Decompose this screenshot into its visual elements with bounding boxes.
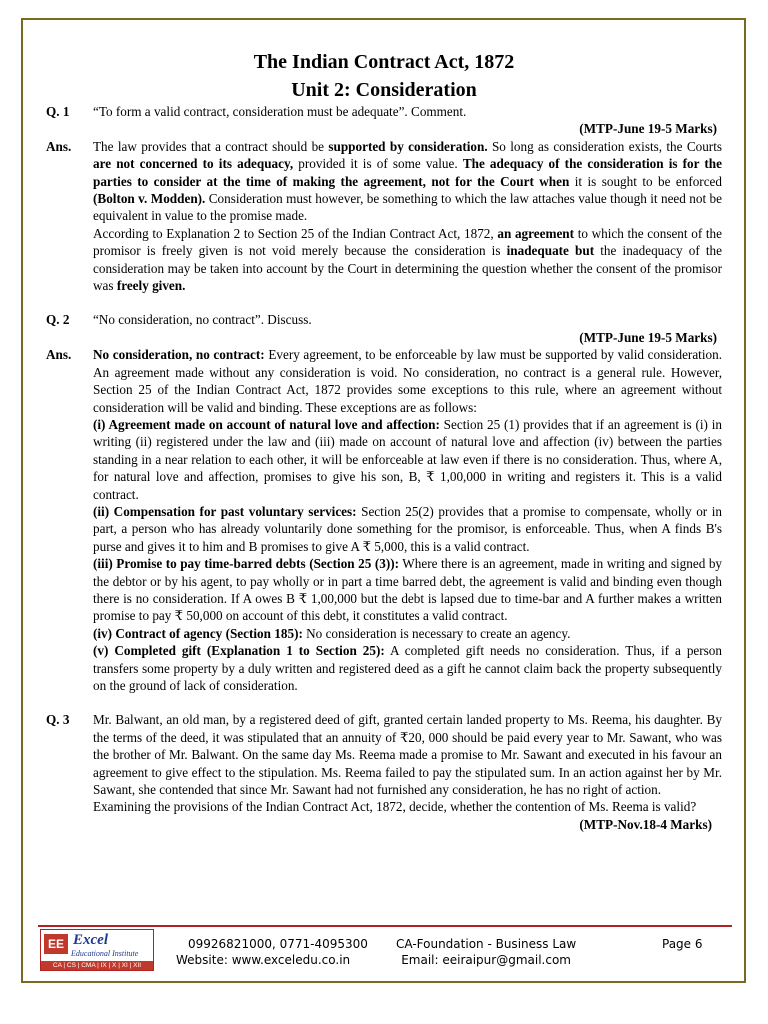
excel-logo	[40, 929, 154, 971]
exception-body: No consideration is necessary to create an agency.	[302, 625, 571, 641]
question-2	[46, 311, 722, 328]
answer-2-label: Ans.	[46, 347, 72, 363]
question-1-marks: (MTP-June 19-5 Marks)	[579, 121, 717, 137]
exception-item	[93, 625, 722, 642]
logo-courses: CA | CS | CMA | IX | X | XI | XII	[41, 961, 153, 970]
exception-body: Section 25(2) provides that a promise to compensate, wholly or in part, a person who has already voluntarily done something for the promisor, is enforceable. Thus, when A finds B's purse and gives it to him and B promises to give A ₹ 5,000, this is a valid contract.	[93, 503, 723, 554]
question-3	[46, 711, 722, 815]
question-3-label: Q. 3	[46, 712, 70, 728]
answer-1-label: Ans.	[46, 138, 72, 154]
bold-run: (Bolton v. Modden).	[93, 191, 206, 207]
bold-run: freely given.	[116, 278, 186, 294]
answer-2-intro	[93, 346, 722, 416]
text-run: the inadequacy of the consideration may be taken into account by the Court in determining the question whether the consent of the promisor was	[93, 243, 722, 294]
text-run: provided it is of some value.	[293, 156, 463, 172]
footer-email: Email: eeiraipur@gmail.com	[401, 953, 571, 967]
question-2-text: “No consideration, no contract”. Discuss.	[93, 312, 312, 328]
text-run: Consideration must however, be something to which the law attaches value though it need not be equivalent in value to the promise made.	[93, 191, 722, 224]
exception-body: A completed gift needs no consideration. Thus, if a person transfers some property by a duly written and registered deed as a gift he cannot claim back the property subsequently on the ground of lack of consideration.	[93, 643, 722, 693]
question-3-text-2: Examining the provisions of the Indian Contract Act, 1872, decide, whether the contention of Ms. Reema is valid?	[93, 799, 697, 815]
exception-heading: (iv) Contract of agency (Section 185):	[93, 625, 303, 641]
text-run: it is sought to be enforced	[569, 173, 723, 189]
exception-heading: (v) Completed gift (Explanation 1 to Section 25):	[93, 643, 385, 659]
exception-item	[93, 555, 722, 625]
logo-subtitle: Educational Institute	[71, 949, 139, 958]
document-title: The Indian Contract Act, 1872	[253, 51, 515, 73]
footer-website: Website: www.exceledu.co.in	[176, 953, 351, 967]
exception-body: Section 25 (1) provides that if an agreement is (i) in writing (ii) registered under the law and (iii) made on account of natural love and affection (iv) between the parties standing in a near relation to each other, it will be enforceable at law even if there is no consideration. Thus, where A, for natural love and affection, promises to give his son, B, ₹ 1,00,000 in writing and registers it. This is a valid contract.	[93, 416, 722, 502]
question-3-marks: (MTP-Nov.18-4 Marks)	[579, 816, 712, 832]
exception-heading: (iii) Promise to pay time-barred debts (Section 25 (3)):	[93, 556, 400, 572]
question-1-label: Q. 1	[46, 104, 70, 119]
question-2-marks: (MTP-June 19-5 Marks)	[579, 329, 717, 345]
bold-run: are not concerned to its adequacy,	[93, 156, 294, 172]
page-number: Page 6	[662, 937, 703, 951]
bold-run: inadequate but	[506, 243, 595, 259]
footer-course	[396, 936, 576, 968]
exception-item	[93, 642, 722, 694]
footer-phone: 09926821000, 0771-4095300	[188, 937, 368, 951]
answer-1	[46, 138, 722, 295]
text-run: So long as consideration exists, the Courts	[487, 138, 722, 154]
exception-heading: (i) Agreement made on account of natural love and affection:	[93, 416, 440, 432]
text-run: Every agreement, to be enforceable by law must be supported by valid consideration. An agreement made without any consideration is void. No consideration, no contract is a general rule. However, Section 25 of the Indian Contract Act, 1872 provides some exceptions to this rule, where an agreement without consideration will be valid and binding. These exceptions are as follows:	[93, 347, 722, 415]
question-2-label: Q. 2	[46, 312, 70, 328]
footer-rule	[38, 925, 732, 927]
exception-heading: (ii) Compensation for past voluntary services:	[93, 503, 357, 519]
exception-item	[93, 503, 722, 555]
text-run: The law provides that a contract should be	[93, 138, 329, 154]
page-footer	[38, 925, 732, 969]
bold-run: supported by consideration.	[328, 138, 488, 154]
text-run: According to Explanation 2 to Section 25 of the Indian Contract Act, 1872,	[93, 225, 498, 241]
exception-item	[93, 416, 722, 503]
answer-1-para-2	[93, 225, 722, 295]
text-run: to which the consent of the promisor is freely given is not void merely because the consideration is	[93, 225, 722, 259]
answer-2	[46, 346, 722, 694]
footer-course-name: CA-Foundation - Business Law	[396, 937, 577, 951]
question-3-text: Mr. Balwant, an old man, by a registered deed of gift, granted certain landed property to Ms. Reema, his daughter. By the terms of the deed, it was stipulated that an annuity of ₹20, 000 should be paid every year to Mr. Sawant, who was the brother of Mr. Balwant. On the same day Ms. Reema made a promise to Mr. Sawant and executed in his favour an agreement to give effect to the stipulation. Ms. Reema failed to pay the stipulated sum. In an action against her by Mr. Sawant, she contended that since Mr. Sawant had not furnished any consideration, he has no right of action.	[93, 712, 722, 798]
logo-brand: Excel	[73, 932, 108, 948]
unit-title: Unit 2: Consideration	[291, 79, 477, 101]
document-body	[46, 50, 722, 833]
exception-body: Where there is an agreement, made in writing and signed by the debtor or by his agent, to pay wholly or in part a time barred debt, the agreement is valid and binding even though there is no consideration. If A owes B ₹ 1,00,000 but the debt is lapsed due to time-bar and A further makes a written promise to pay ₹ 50,000 on account of this debt, it constitutes a valid contract.	[93, 556, 723, 624]
question-1	[46, 103, 722, 120]
bold-run: an agreement	[497, 225, 575, 241]
bold-run: No consideration, no contract:	[93, 347, 265, 363]
logo-mark: EE	[44, 934, 68, 954]
question-1-text: “To form a valid contract, consideration must be adequate”. Comment.	[93, 104, 467, 119]
bold-run: The adequacy of the consideration is for the parties to consider at the time of making the agreement, not for the Court when	[93, 156, 722, 189]
footer-contact	[176, 936, 368, 968]
answer-1-para-1	[93, 138, 722, 225]
